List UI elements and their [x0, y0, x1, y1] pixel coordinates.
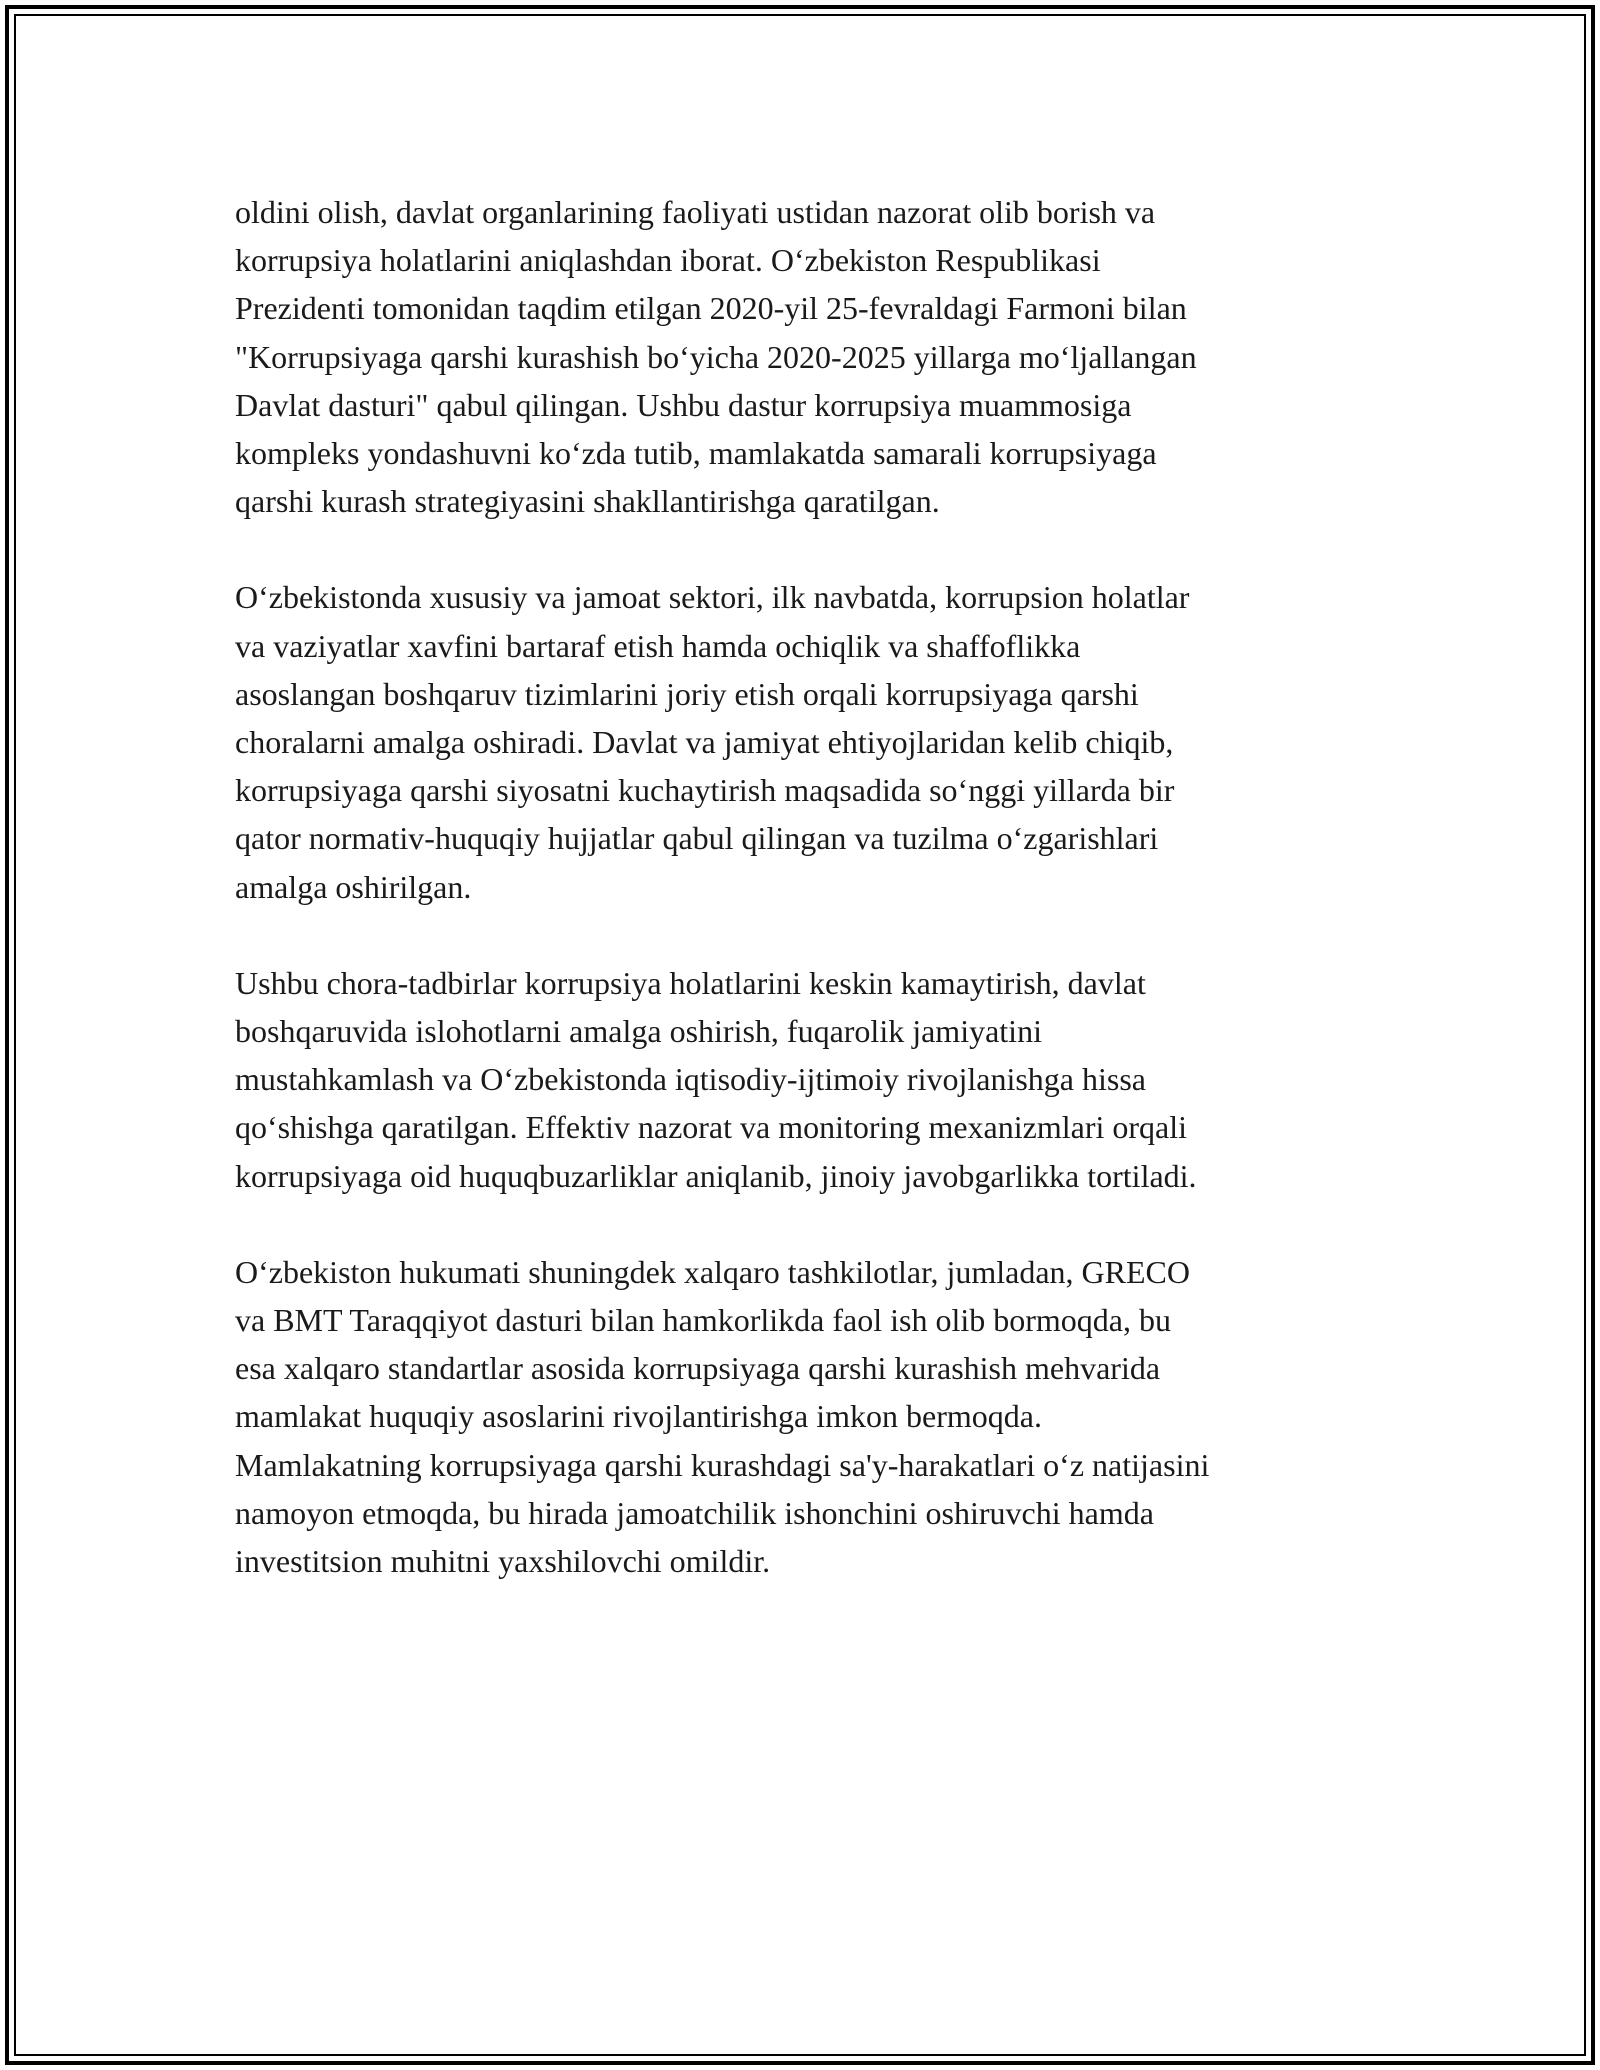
text-line: korrupsiyaga oid huquqbuzarliklar aniqlanib, jinoiy javobgarlikka tortiladi.	[235, 1157, 1197, 1194]
text-line: O‘zbekiston hukumati shuningdek xalqaro tashkilotlar, jumladan, GRECO	[235, 1253, 1190, 1290]
text-line: "Korrupsiyaga qarshi kurashish bo‘yicha 2020-2025 yillarga mo‘ljallangan	[235, 338, 1197, 375]
text-line: va BMT Taraqqiyot dasturi bilan hamkorlikda faol ish olib bormoqda, bu	[235, 1302, 1171, 1339]
text-line: oldini olish, davlat organlarining faoliyati ustidan nazorat olib borish va	[235, 194, 1156, 230]
text-line: mustahkamlash va O‘zbekistonda iqtisodiy-ijtimoiy rivojlanishga hissa	[235, 1061, 1146, 1098]
text-line: Prezidenti tomonidan taqdim etilgan 2020-yil 25-fevraldagi Farmoni bilan	[235, 290, 1187, 327]
text-line: Ushbu chora-tadbirlar korrupsiya holatlarini keskin kamaytirish, davlat	[235, 964, 1146, 1001]
text-line: kompleks yondashuvni ko‘zda tutib, mamlakatda samarali korrupsiyaga	[235, 435, 1157, 472]
text-line: esa xalqaro standartlar asosida korrupsiyaga qarshi kurashish mehvarida	[235, 1350, 1161, 1387]
text-line: korrupsiyaga qarshi siyosatni kuchaytirish maqsadida so‘nggi yillarda bir	[235, 772, 1175, 809]
text-line: choralarni amalga oshiradi. Davlat va jamiyat ehtiyojlaridan kelib chiqib,	[235, 724, 1174, 761]
text-line: va vaziyatlar xavfini bartaraf etish hamda ochiqlik va shaffoflikka	[235, 627, 1081, 664]
paragraph-1	[235, 188, 1365, 525]
text-line: qo‘shishga qaratilgan. Effektiv nazorat va monitoring mexanizmlari orqali	[235, 1109, 1187, 1146]
text-line: mamlakat huquqiy asoslarini rivojlantirishga imkon bermoqda.	[235, 1398, 1042, 1435]
text-line: Mamlakatning korrupsiyaga qarshi kurashdagi sa'y-harakatlari o‘z natijasini	[235, 1446, 1210, 1483]
text-line: investitsion muhitni yaxshilovchi omildir.	[235, 1543, 771, 1580]
text-line: asoslangan boshqaruv tizimlarini joriy etish orqali korrupsiyaga qarshi	[235, 675, 1139, 712]
text-line: O‘zbekistonda xususiy va jamoat sektori, ilk navbatda, korrupsion holatlar	[235, 579, 1190, 616]
paragraph-4	[235, 1248, 1365, 1585]
text-line: namoyon etmoqda, bu hirada jamoatchilik ishonchini oshiruvchi hamda	[235, 1494, 1154, 1531]
text-line: amalga oshirilgan.	[235, 868, 472, 905]
text-line: boshqaruvida islohotlarni amalga oshirish, fuqarolik jamiyatini	[235, 1013, 1042, 1050]
document-body	[235, 188, 1365, 1633]
text-line: qarshi kurash strategiyasini shakllantirishga qaratilgan.	[235, 483, 940, 520]
text-line: korrupsiya holatlarini aniqlashdan iborat. O‘zbekiston Respublikasi	[235, 242, 1101, 279]
text-line: qator normativ-huquqiy hujjatlar qabul qilingan va tuzilma o‘zgarishlari	[235, 820, 1159, 857]
paragraph-3	[235, 959, 1365, 1200]
paragraph-2	[235, 573, 1365, 910]
text-line: Davlat dasturi" qabul qilingan. Ushbu dastur korrupsiya muammosiga	[235, 386, 1132, 423]
